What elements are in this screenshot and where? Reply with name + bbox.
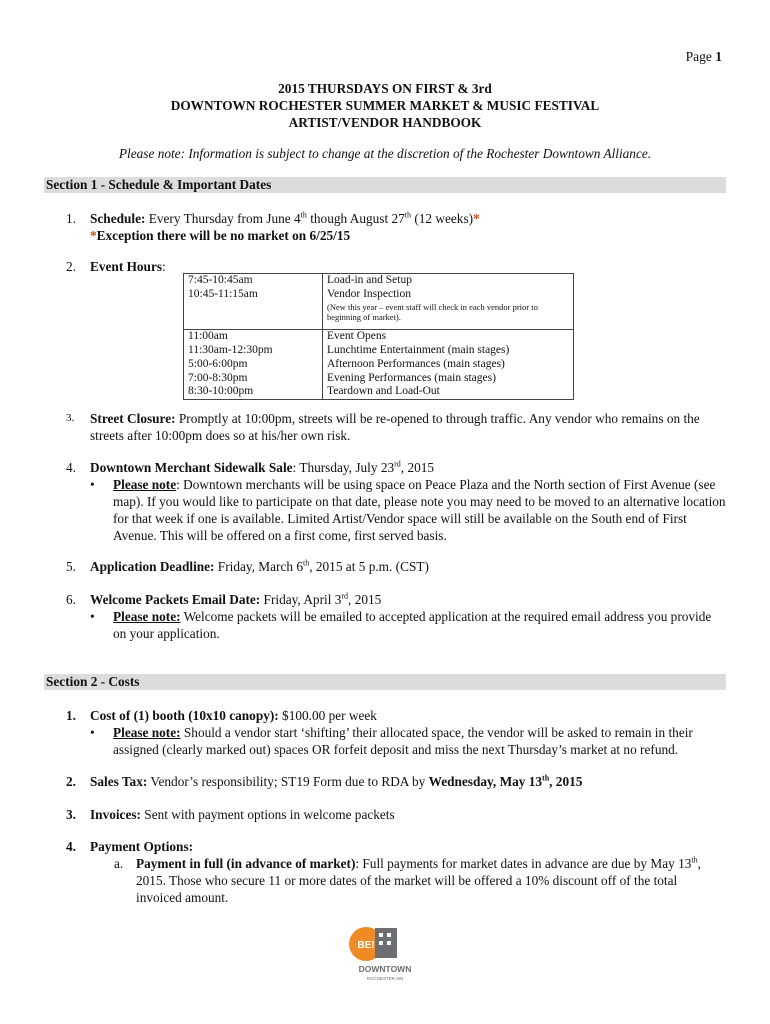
section-1-heading: Section 1 - Schedule & Important Dates	[44, 177, 726, 193]
s1-item-welcome-packets: 6. Welcome Packets Email Date: Friday, April 3rd, 2015 • Please note: Welcome packets will be emailed to accepted application at the required email address you provide on your application.	[66, 591, 726, 642]
market-exception: Exception there will be no market on 6/25/15	[96, 228, 351, 243]
downtown-rochester-logo	[344, 918, 426, 984]
hours-row: 11:00am 11:30am-12:30pm 5:00-6:00pm 7:00-8:30pm 8:30-10:00pm Event Opens Lunchtime Entertainment (main stages) Afternoon Performances (main stages) Evening Performances (main stages) Teardown and Load-Out	[184, 330, 574, 400]
booth-shifting-note: • Please note: Should a vendor start ‘shifting’ their allocated space, the vendor will be asked to remain in their assigned (clearly marked out) spaces OR forfeit deposit and miss the next Thursday’s market at no refund.	[90, 725, 693, 757]
logo-badge: BE!	[357, 940, 375, 951]
disclaimer-note: Please note: Information is subject to change at the discretion of the Rochester Downtown Alliance.	[118, 146, 652, 161]
document-title	[0, 80, 770, 131]
s1-item-application-deadline: 5. Application Deadline: Friday, March 6th, 2015 at 5 p.m. (CST)	[66, 558, 429, 574]
s1-item-sidewalk-sale: 4. Downtown Merchant Sidewalk Sale: Thursday, July 23rd, 2015 • Please note: Downtown merchants will be using space on Peace Plaza and the North section of First Avenue (see map). If you would like to participate on that date, please note you may need to be moved to an alternative location for that week if one is available. Limited Artist/Vendor space will still be available on the South end of First Avenue. This will be offered on a first come, first served basis.	[66, 459, 726, 543]
welcome-packets-note: • Please note: Welcome packets will be emailed to accepted application at the required email address you provide on your application.	[90, 609, 712, 641]
s2-item-payment-options: 4. Payment Options: a. Payment in full (in advance of market): Full payments for market dates in advance are due by May 13th, 2015. Those who secure 11 or more dates of the market will be offered a 10% discount off of the total invoiced amount.	[66, 838, 726, 906]
s2-item-booth-cost: 1. Cost of (1) booth (10x10 canopy): $100.00 per week • Please note: Should a vendor start ‘shifting’ their allocated space, the vendor will be asked to remain in their assigned (clearly marked out) spaces OR forfeit deposit and miss the next Thursday’s market at no refund.	[66, 707, 726, 758]
s2-item-invoices: 3. Invoices: Sent with payment options in welcome packets	[66, 807, 395, 822]
event-hours-table	[183, 273, 574, 400]
title-line-1: 2015 THURSDAYS ON FIRST & 3rd	[278, 81, 492, 96]
s1-item-street-closure: 3. Street Closure: Promptly at 10:00pm, streets will be re-opened to through traffic. Any vendor who remains on the streets after 10:00pm does so at his/her own risk.	[66, 411, 700, 443]
s2-item-sales-tax: 2. Sales Tax: Vendor’s responsibility; ST19 Form due to RDA by Wednesday, May 13th, 2015	[66, 773, 583, 789]
logo-text: DOWNTOWN	[358, 964, 412, 974]
s1-item-event-hours: 2. Event Hours:	[66, 259, 166, 274]
hours-row: 7:45-10:45am 10:45-11:15am Load-in and Setup Vendor Inspection (New this year – event staff will check in each vendor prior to beginning of market).	[184, 274, 574, 330]
page-number: Page 1	[685, 49, 722, 64]
logo-subtext: ROCHESTER MN	[366, 976, 404, 981]
payment-option-a: a. Payment in full (in advance of market): Full payments for market dates in advance are due by May 13th, 2015. Those who secure 11 or more dates of the market will be offered a 10% discount off of the total invoiced amount.	[114, 855, 701, 905]
s1-item-schedule: 1. Schedule: Every Thursday from June 4th though August 27th (12 weeks)* *Exception there will be no market on 6/25/15	[66, 210, 480, 243]
sidewalk-sale-note: • Please note: Downtown merchants will be using space on Peace Plaza and the North section of First Avenue (see map). If you would like to participate on that date, please note you may need to be moved to an alternative location for that week if one is available. Limited Artist/Vendor space will still be available on the South end of First Avenue. This will be offered on a first come, first served basis.	[90, 477, 726, 543]
title-line-2: DOWNTOWN ROCHESTER SUMMER MARKET & MUSIC FESTIVAL	[170, 98, 600, 113]
title-line-3: ARTIST/VENDOR HANDBOOK	[288, 115, 482, 130]
logo-building-icon	[375, 928, 397, 958]
section-2-heading: Section 2 - Costs	[44, 674, 726, 690]
inspection-note: (New this year – event staff will check in each vendor prior to beginning of market).	[327, 301, 538, 322]
